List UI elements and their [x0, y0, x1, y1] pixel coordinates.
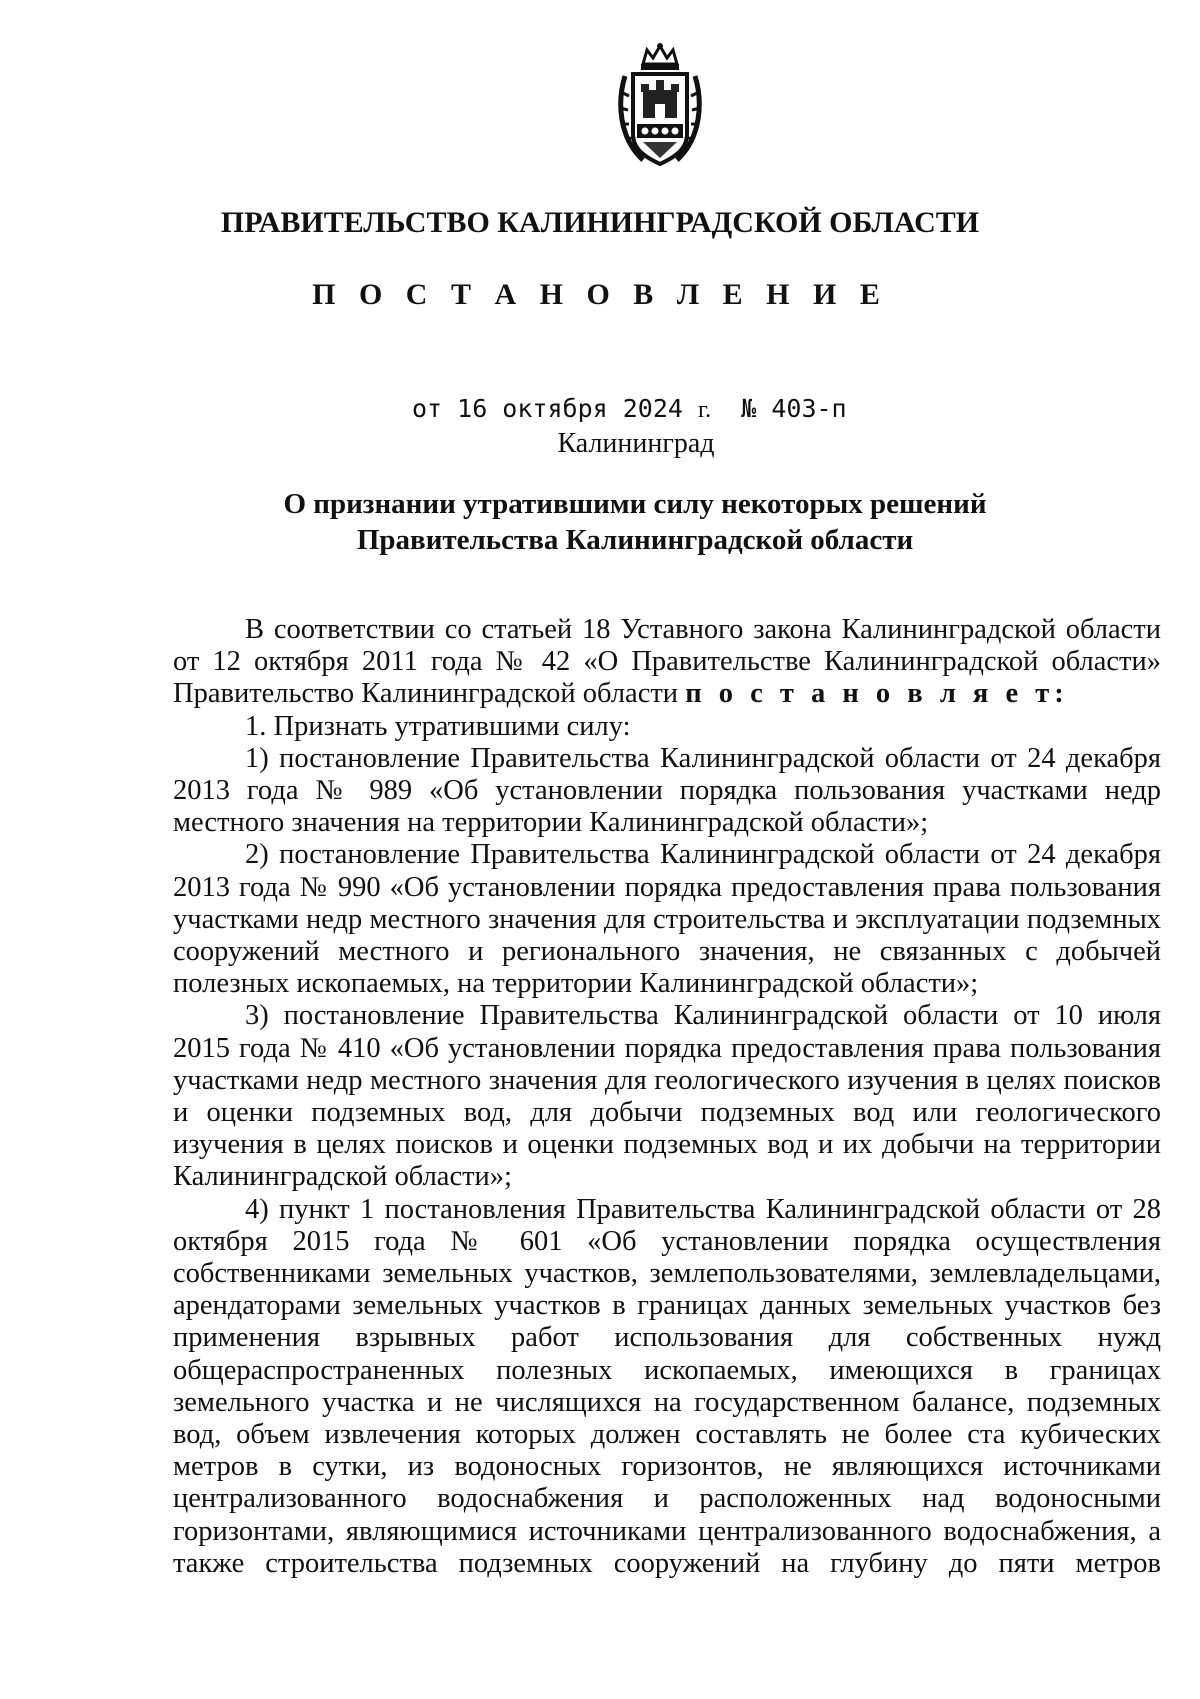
point-1: 1. Признать утратившими силу: — [245, 710, 631, 742]
government-name: ПРАВИТЕЛЬСТВО КАЛИНИНГРАДСКОЙ ОБЛАСТИ — [220, 206, 980, 239]
document-number: № 403-п — [741, 394, 847, 423]
document-type: П О С Т А Н О В Л Е Н И Е — [312, 278, 888, 311]
document-body — [173, 614, 1161, 1580]
document-title — [0, 486, 1200, 558]
preamble-text: В соответствии со статьей 18 Уставного закона Калининградской области от 12 октября 2011 года № 42 «О Правительстве Калининградской области» Правительство Калининградской области — [173, 614, 1161, 710]
decrees-word: п о с т а н о в л я е т: — [685, 678, 1069, 710]
preamble-paragraph — [173, 614, 1161, 711]
title-line-2: Правительства Калининградской области — [356, 524, 914, 556]
coat-of-arms-icon — [613, 42, 707, 170]
item-1: 1) постановление Правительства Калининградской области от 24 декабря 2013 года № 989 «Об установлении порядка пользования участками недр местного значения на территории Калининградской области»; — [173, 742, 1161, 839]
item-4: 4) пункт 1 постановления Правительства Калининградской области от 28 октября 2015 года № 601 «Об установлении порядка осуществления собственниками земельных участков, землепользователями, землевладельцами, арендаторами земельных участков в границах данных земельных участков без применения взрывных работ использования для собственных нужд общераспространенных полезных ископаемых, имеющихся в границах земельного участка и не числящихся на государственном балансе, подземных вод, объем извлечения которых должен составлять не более ста кубических метров в сутки, из водоносных горизонтов, не являющихся источниками централизованного водоснабжения и расположенных над водоносными горизонтами, являющимися источниками централизованного водоснабжения, а также строительства подземных сооружений на глубину до пяти метров — [173, 1193, 1161, 1579]
date-number-line — [412, 394, 847, 424]
title-line-1: О признании утратившими силу некоторых решений — [283, 488, 987, 520]
document-date: от 16 октября 2024 — [412, 394, 683, 423]
city: Калининград — [557, 428, 715, 459]
year-suffix: г. — [698, 397, 712, 423]
item-2: 2) постановление Правительства Калининградской области от 24 декабря 2013 года № 990 «Об установлении порядка предоставления права пользования участками недр местного значения для строительства и эксплуатации подземных сооружений местного и регионального значения, не связанных с добычей полезных ископаемых, на территории Калининградской области»; — [173, 839, 1161, 1000]
item-3: 3) постановление Правительства Калининградской области от 10 июля 2015 года № 410 «Об установлении порядка предоставления права пользования участками недр местного значения для геологического изучения в целях поисков и оценки подземных вод, для добычи подземных вод или геологического изучения в целях поисков и оценки подземных вод и их добычи на территории Калининградской области»; — [173, 1000, 1161, 1193]
